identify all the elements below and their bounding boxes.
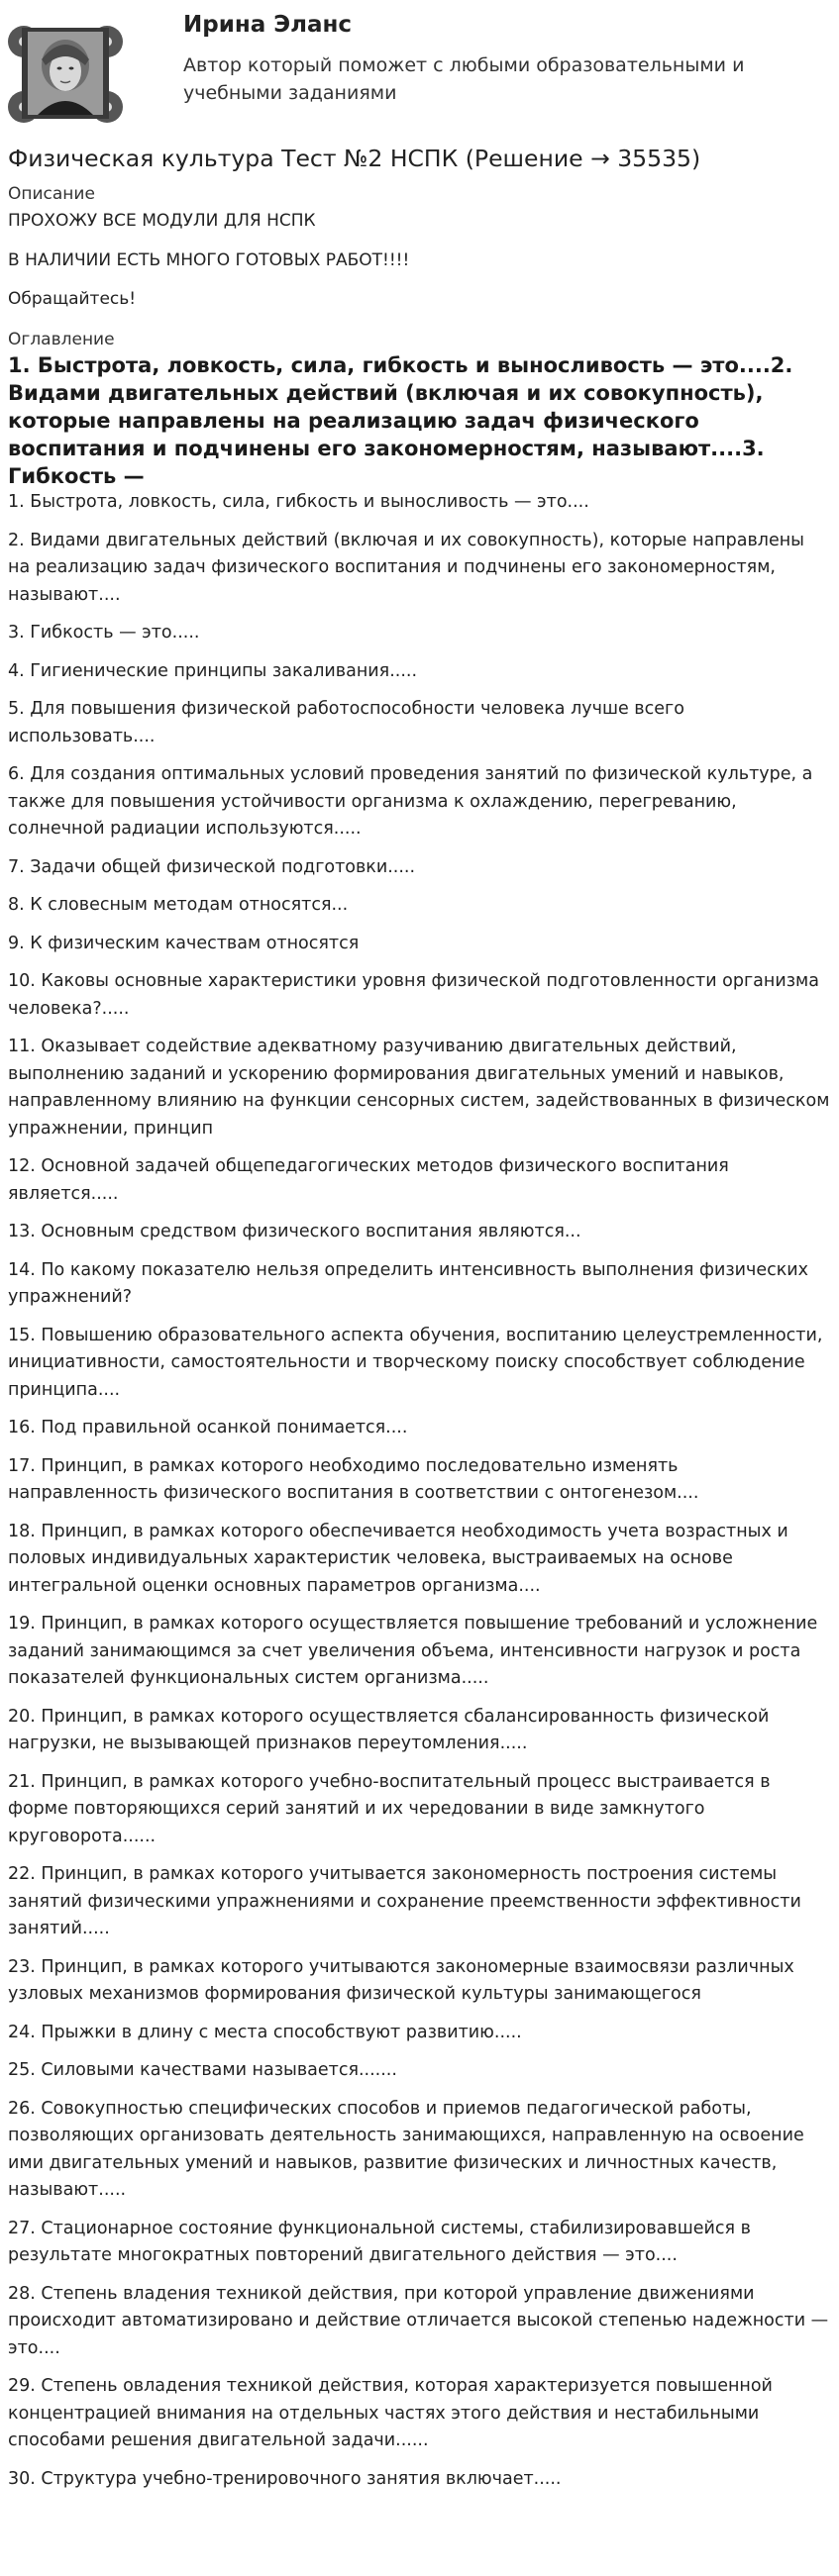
question-item: 2. Видами двигательных действий (включая и их совокупность), которые направлены на реализацию задач физического воспитания и подчинены его закономерностям, называют.... bbox=[8, 530, 804, 605]
question-item: 28. Степень владения техникой действия, при которой управление движениями происходит автоматизировано и действие отличается высокой степенью надежности — это.... bbox=[8, 2283, 829, 2358]
question-item: 25. Силовыми качествами называется....... bbox=[8, 2060, 397, 2080]
question-item: 29. Степень овладения техникой действия, которая характеризуется повышенной концентрацией внимания на отдельных частях этого действия и нестабильными способами решения двигательной задачи...... bbox=[8, 2376, 773, 2450]
question-item: 7. Задачи общей физической подготовки..... bbox=[8, 856, 416, 877]
question-item: 26. Совокупностью специфических способов и приемов педагогической работы, позволяющих организовать деятельность занимающихся, направленную на освоение ими двигательных умений и навыков, развитие физических и личностных качеств, называют..... bbox=[8, 2098, 804, 2200]
author-description: Автор который поможет с любыми образовательными и учебными заданиями bbox=[183, 54, 745, 104]
document-title: Физическая культура Тест №2 НСПК (Решение → 35535) bbox=[8, 145, 701, 172]
question-item: 8. К словесным методам относятся... bbox=[8, 895, 349, 915]
description-line: ПРОХОЖУ ВСЕ МОДУЛИ ДЛЯ НСПК bbox=[8, 211, 316, 231]
question-item: 19. Принцип, в рамках которого осуществляется повышение требований и усложнение заданий занимающимся за счет увеличения объема, интенсивности нагрузок и роста показателей функциональных систем организма..... bbox=[8, 1614, 818, 1688]
question-item: 4. Гигиенические принципы закаливания..... bbox=[8, 660, 418, 681]
question-item: 15. Повышению образовательного аспекта обучения, воспитанию целеустремленности, инициативности, самостоятельности и творческому поиску способствует соблюдение принципа.... bbox=[8, 1325, 823, 1400]
question-item: 13. Основным средством физического воспитания являются... bbox=[8, 1222, 581, 1241]
toc-label: Оглавление bbox=[8, 330, 115, 349]
question-item: 27. Стационарное состояние функциональной системы, стабилизировавшейся в результате многократных повторений двигательного действия — это.... bbox=[8, 2218, 751, 2265]
question-item: 14. По какому показателю нельзя определить интенсивность выполнения физических упражнений? bbox=[8, 1259, 809, 1307]
question-item: 17. Принцип, в рамках которого необходимо последовательно изменять направленность физического воспитания в соответствии с онтогенезом.... bbox=[8, 1455, 699, 1503]
question-list bbox=[8, 489, 831, 2504]
description-label: Описание bbox=[8, 184, 95, 204]
description-line: В НАЛИЧИИ ЕСТЬ МНОГО ГОТОВЫХ РАБОТ!!!! bbox=[8, 250, 410, 270]
author-card bbox=[8, 8, 831, 127]
question-item: 22. Принцип, в рамках которого учитывается закономерность построения системы занятий физическими упражнениями и сохранение преемственности эффективности занятий..... bbox=[8, 1864, 801, 1938]
question-item: 11. Оказывает содействие адекватному разучиванию двигательных действий, выполнению заданий и ускорению формирования двигательных умений и навыков, направленному влиянию на функции сенсорных систем, задействованных в физическом упражнении, принцип bbox=[8, 1037, 830, 1139]
question-item: 3. Гибкость — это..... bbox=[8, 623, 200, 643]
toc-heading: 1. Быстрота, ловкость, сила, гибкость и выносливость — это....2. Видами двигательных действий (включая и их совокупность), которые направлены на реализацию задач физического воспитания и подчинены его закономерностям, называют....3. Гибкость — bbox=[8, 353, 793, 488]
question-item: 18. Принцип, в рамках которого обеспечивается необходимость учета возрастных и половых индивидуальных характеристик человека, выстраиваемых на основе интегральной оценки основных параметров организма.... bbox=[8, 1521, 788, 1596]
question-item: 21. Принцип, в рамках которого учебно-воспитательный процесс выстраивается в форме повторяющихся серий занятий и их чередовании в виде замкнутого круговорота...... bbox=[8, 1771, 771, 1846]
author-name[interactable]: Ирина Эланс bbox=[183, 12, 353, 38]
question-item: 23. Принцип, в рамках которого учитываются закономерные взаимосвязи различных узловых механизмов формирования физической культуры занимающегося bbox=[8, 1956, 794, 2004]
question-item: 20. Принцип, в рамках которого осуществляется сбалансированность физической нагрузки, не вызывающей признаков переутомления..... bbox=[8, 1706, 770, 1753]
question-item: 30. Структура учебно-тренировочного занятия включает..... bbox=[8, 2468, 562, 2489]
question-item: 6. Для создания оптимальных условий проведения занятий по физической культуре, а также для повышения устойчивости организма к охлаждению, перегреванию, солнечной радиации используются..... bbox=[8, 764, 813, 839]
question-item: 12. Основной задачей общепедагогических методов физического воспитания является..... bbox=[8, 1156, 729, 1204]
question-item: 24. Прыжки в длину с места способствуют развитию..... bbox=[8, 2022, 522, 2042]
question-item: 1. Быстрота, ловкость, сила, гибкость и выносливость — это.... bbox=[8, 492, 589, 512]
question-item: 9. К физическим качествам относятся bbox=[8, 933, 360, 953]
question-item: 5. Для повышения физической работоспособности человека лучше всего использовать.... bbox=[8, 699, 684, 746]
question-item: 10. Каковы основные характеристики уровня физической подготовленности организма человека?..... bbox=[8, 971, 819, 1019]
question-item: 16. Под правильной осанкой понимается.... bbox=[8, 1418, 408, 1437]
author-avatar[interactable] bbox=[8, 22, 123, 125]
description-line: Обращайтесь! bbox=[8, 289, 137, 309]
